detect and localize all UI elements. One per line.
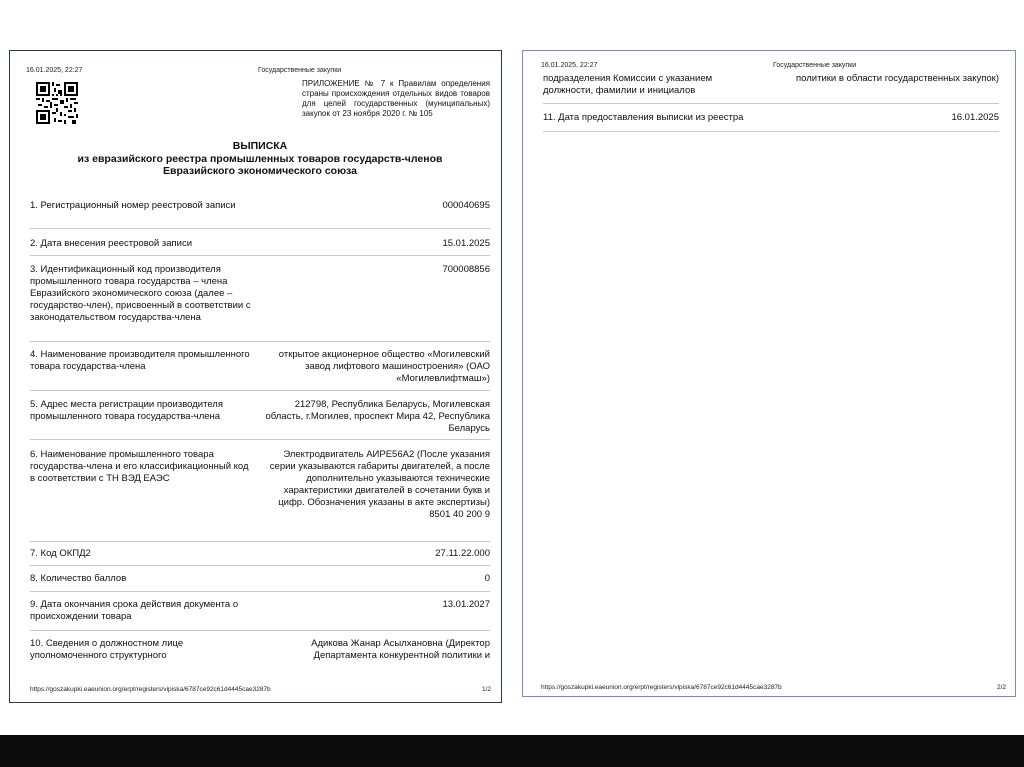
site-title: Государственные закупки bbox=[773, 62, 857, 69]
row-label: подразделения Комиссии с указанием должности, фамилии и инициалов bbox=[543, 73, 713, 96]
title-line-1: ВЫПИСКА bbox=[232, 140, 288, 152]
title-line-3: Евразийского экономического союза bbox=[163, 165, 357, 177]
row-value: Адикова Жанар Асылхановна (Директор Департамента конкурентной политики и bbox=[311, 638, 490, 661]
row-divider bbox=[30, 591, 490, 592]
row-value: 212798, Республика Беларусь, Могилевская область, г.Могилев, проспект Мира 42, Республика Беларусь bbox=[265, 399, 490, 434]
row-label: 6. Наименование промышленного товара государства-члена и его классификационный код в соответствии с ТН ВЭД ЕАЭС bbox=[30, 449, 249, 484]
row-divider bbox=[543, 131, 999, 132]
row-value: 700008856 bbox=[442, 264, 490, 275]
row-label: 5. Адрес места регистрации производителя промышленного товара государства-члена bbox=[30, 399, 223, 422]
appendix-note: ПРИЛОЖЕНИЕ № 7 к Правилам определения страны происхождения отдельных видов товаров для целей государственных (муниципальных) закупок от 23 ноября 2020 г. № 105 bbox=[302, 79, 490, 118]
page-number: 1/2 bbox=[482, 686, 492, 693]
row-label: 10. Сведения о должностном лице уполномоченного структурного bbox=[30, 638, 184, 661]
row-divider bbox=[30, 255, 490, 256]
row-divider bbox=[543, 103, 999, 104]
row-label: 1. Регистрационный номер реестровой записи bbox=[30, 200, 236, 211]
footer-url: https://goszakupki.eaeunion.org/erpt/registers/vipiska/6787ce92c61d4445cae3287b bbox=[541, 684, 782, 691]
row-label: 4. Наименование производителя промышленного товара государства-члена bbox=[30, 349, 250, 372]
row-value: 27.11.22.000 bbox=[435, 548, 490, 559]
row-value: 15.01.2025 bbox=[442, 238, 490, 249]
row-divider bbox=[30, 439, 490, 440]
row-value: 000040695 bbox=[442, 200, 490, 211]
row-divider bbox=[30, 228, 490, 229]
row-value: Электродвигатель АИРЕ56А2 (После указания серии указываются габариты двигателей, а после дополнительно указываются технические характеристики двигателей в сочетании букв и цифр. Обозначения указаны в акте экспертизы) 8501 40 200 9 bbox=[269, 449, 490, 520]
bottom-bar bbox=[0, 735, 1024, 767]
document-page-2 bbox=[522, 50, 1016, 697]
row-divider bbox=[30, 565, 490, 566]
row-divider bbox=[30, 541, 490, 542]
row-value: 13.01.2027 bbox=[442, 599, 490, 610]
row-label: 11. Дата предоставления выписки из реестра bbox=[543, 112, 744, 123]
title-line-2: из евразийского реестра промышленных товаров государств-членов bbox=[77, 152, 443, 165]
footer-url: https://goszakupki.eaeunion.org/erpt/registers/vipiska/6787ce92c61d4445cae3287b bbox=[30, 686, 271, 693]
row-value: открытое акционерное общество «Могилевский завод лифтового машиностроения» (ОАО «Могилевлифтмаш») bbox=[278, 349, 490, 384]
print-datetime: 16.01.2025, 22:27 bbox=[26, 67, 83, 74]
site-title: Государственные закупки bbox=[258, 67, 342, 74]
row-label: 8. Количество баллов bbox=[30, 573, 127, 584]
row-divider bbox=[30, 390, 490, 391]
document-page-1 bbox=[9, 50, 502, 703]
row-value: 16.01.2025 bbox=[951, 112, 999, 123]
row-label: 7. Код ОКПД2 bbox=[30, 548, 91, 559]
print-datetime: 16.01.2025, 22:27 bbox=[541, 62, 598, 69]
page-number: 2/2 bbox=[997, 684, 1007, 691]
row-divider bbox=[30, 341, 490, 342]
qr-code-icon bbox=[36, 82, 78, 124]
row-value: 0 bbox=[484, 573, 490, 584]
row-value: политики в области государственных закупок) bbox=[796, 73, 999, 84]
row-label: 3. Идентификационный код производителя промышленного товара государства – члена Евразийского экономического союза (далее – государство-член), присвоенный в соответствии с законодательством государства-члена bbox=[30, 264, 251, 323]
document-title bbox=[50, 140, 470, 178]
row-label: 2. Дата внесения реестровой записи bbox=[30, 238, 193, 249]
row-label: 9. Дата окончания срока действия документа о происхождении товара bbox=[30, 599, 239, 622]
row-divider bbox=[30, 630, 490, 631]
